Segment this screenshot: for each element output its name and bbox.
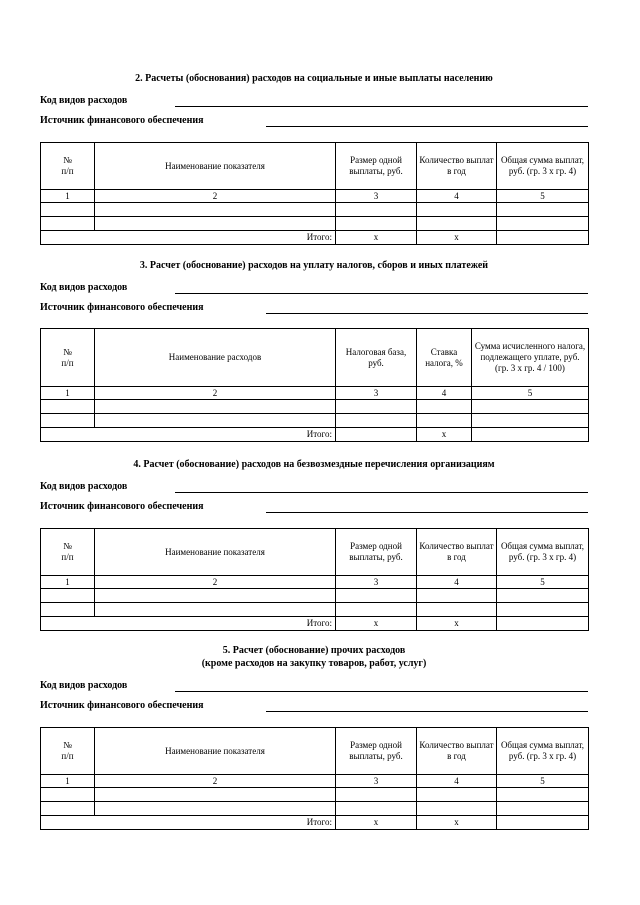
table-cell[interactable] <box>41 802 95 816</box>
header-cell: Наименование показателя <box>95 529 336 576</box>
table-cell[interactable] <box>417 589 497 603</box>
table-row <box>41 414 589 428</box>
field-funding-source <box>40 299 588 319</box>
section-title: 2. Расчеты (обоснования) расходов на социальные и иные выплаты населению <box>135 73 493 84</box>
table-cell[interactable] <box>336 788 417 802</box>
field-expense-code <box>40 677 588 697</box>
table-row <box>41 217 589 231</box>
column-number: 1 <box>41 190 95 203</box>
table-cell[interactable] <box>41 203 95 217</box>
column-number-row <box>41 775 589 788</box>
table-cell[interactable] <box>417 802 497 816</box>
total-cell[interactable] <box>472 428 589 442</box>
total-cell: x <box>417 617 497 631</box>
column-number: 1 <box>41 775 95 788</box>
field-label: Источник финансового обеспечения <box>40 501 204 512</box>
funding-source-input-line[interactable] <box>266 126 588 127</box>
table-cell[interactable] <box>336 414 417 428</box>
table-cell[interactable] <box>472 400 589 414</box>
table-cell[interactable] <box>336 217 417 231</box>
field-expense-code <box>40 279 588 299</box>
field-expense-code <box>40 92 588 112</box>
field-label: Код видов расходов <box>40 680 128 691</box>
field-funding-source <box>40 112 588 132</box>
header-cell: Сумма исчисленного налога, подлежащего уплате, руб. (гр. 3 х гр. 4 / 100) <box>472 329 589 387</box>
table-row <box>41 603 589 617</box>
column-number: 5 <box>472 387 589 400</box>
table-row <box>41 400 589 414</box>
table-cell[interactable] <box>417 788 497 802</box>
field-funding-source <box>40 697 588 717</box>
header-cell: Общая сумма выплат, руб. (гр. 3 х гр. 4) <box>497 143 589 190</box>
field-expense-code <box>40 478 588 498</box>
header-cell: № п/п <box>41 329 95 387</box>
total-cell: x <box>336 231 417 245</box>
column-number-row <box>41 190 589 203</box>
table-cell[interactable] <box>497 203 589 217</box>
field-label: Код видов расходов <box>40 282 128 293</box>
table-cell[interactable] <box>497 788 589 802</box>
total-cell: x <box>417 231 497 245</box>
section-3 <box>40 259 588 442</box>
funding-source-input-line[interactable] <box>266 711 588 712</box>
header-cell: Количество выплат в год <box>417 529 497 576</box>
column-number: 3 <box>336 576 417 589</box>
column-number: 4 <box>417 387 472 400</box>
total-row <box>41 428 589 442</box>
table-cell[interactable] <box>417 400 472 414</box>
section-5 <box>40 644 588 830</box>
table-cell[interactable] <box>417 217 497 231</box>
column-number: 5 <box>497 576 589 589</box>
field-funding-source <box>40 498 588 518</box>
total-label: Итого: <box>41 816 336 830</box>
table-cell[interactable] <box>95 217 336 231</box>
column-number: 5 <box>497 775 589 788</box>
table-cell[interactable] <box>336 802 417 816</box>
header-cell: Размер одной выплаты, руб. <box>336 728 417 775</box>
table-cell[interactable] <box>41 414 95 428</box>
table-cell[interactable] <box>41 788 95 802</box>
column-number: 4 <box>417 576 497 589</box>
table-cell[interactable] <box>336 203 417 217</box>
field-label: Источник финансового обеспечения <box>40 700 204 711</box>
expense-code-input-line[interactable] <box>175 106 588 107</box>
table-row <box>41 788 589 802</box>
table-cell[interactable] <box>95 603 336 617</box>
header-cell: Ставка налога, % <box>417 329 472 387</box>
table-cell[interactable] <box>336 589 417 603</box>
table-cell[interactable] <box>95 414 336 428</box>
column-number: 3 <box>336 775 417 788</box>
header-cell: № п/п <box>41 728 95 775</box>
table-cell[interactable] <box>497 802 589 816</box>
header-cell: № п/п <box>41 143 95 190</box>
total-cell[interactable] <box>497 816 589 830</box>
table-row <box>41 802 589 816</box>
table-cell[interactable] <box>41 589 95 603</box>
header-row <box>41 143 589 190</box>
column-number-row <box>41 576 589 589</box>
column-number: 5 <box>497 190 589 203</box>
table-cell[interactable] <box>95 203 336 217</box>
column-number: 3 <box>336 190 417 203</box>
header-cell: Количество выплат в год <box>417 143 497 190</box>
total-cell: x <box>417 428 472 442</box>
table-cell[interactable] <box>95 400 336 414</box>
table-cell[interactable] <box>95 589 336 603</box>
total-cell: x <box>417 816 497 830</box>
total-row <box>41 231 589 245</box>
total-cell[interactable] <box>336 428 417 442</box>
total-cell: x <box>336 816 417 830</box>
table-cell[interactable] <box>417 603 497 617</box>
field-label: Код видов расходов <box>40 95 128 106</box>
header-cell: Наименование показателя <box>95 143 336 190</box>
header-cell: Наименование расходов <box>95 329 336 387</box>
calc-table <box>40 727 589 830</box>
table-cell[interactable] <box>41 217 95 231</box>
table-cell[interactable] <box>41 603 95 617</box>
header-cell: Количество выплат в год <box>417 728 497 775</box>
header-cell: Общая сумма выплат, руб. (гр. 3 х гр. 4) <box>497 529 589 576</box>
column-number: 1 <box>41 387 95 400</box>
total-cell[interactable] <box>497 617 589 631</box>
expense-code-input-line[interactable] <box>175 293 588 294</box>
header-cell: Размер одной выплаты, руб. <box>336 143 417 190</box>
table-cell[interactable] <box>336 603 417 617</box>
table-cell[interactable] <box>417 414 472 428</box>
section-title: 5. Расчет (обоснование) прочих расходов (кроме расходов на закупку товаров, работ, услуг) <box>201 645 427 669</box>
column-number: 2 <box>95 576 336 589</box>
expense-code-input-line[interactable] <box>175 492 588 493</box>
table-cell[interactable] <box>472 414 589 428</box>
calc-table <box>40 142 589 245</box>
field-label: Код видов расходов <box>40 481 128 492</box>
column-number: 2 <box>95 387 336 400</box>
section-2 <box>40 72 588 245</box>
column-number: 4 <box>417 190 497 203</box>
header-cell: Общая сумма выплат, руб. (гр. 3 х гр. 4) <box>497 728 589 775</box>
table-cell[interactable] <box>95 802 336 816</box>
funding-source-input-line[interactable] <box>266 512 588 513</box>
total-label: Итого: <box>41 617 336 631</box>
header-row <box>41 728 589 775</box>
table-row <box>41 203 589 217</box>
table-cell[interactable] <box>41 400 95 414</box>
column-number: 1 <box>41 576 95 589</box>
section-title: 3. Расчет (обоснование) расходов на уплату налогов, сборов и иных платежей <box>139 260 489 271</box>
field-label: Источник финансового обеспечения <box>40 115 204 126</box>
column-number-row <box>41 387 589 400</box>
table-cell[interactable] <box>417 203 497 217</box>
calc-table <box>40 528 589 631</box>
table-row <box>41 589 589 603</box>
section-4 <box>40 458 588 631</box>
header-cell: Налоговая база, руб. <box>336 329 417 387</box>
total-row <box>41 617 589 631</box>
column-number: 4 <box>417 775 497 788</box>
section-title: 4. Расчет (обоснование) расходов на безвозмездные перечисления организациям <box>133 459 495 470</box>
total-label: Итого: <box>41 231 336 245</box>
table-cell[interactable] <box>497 603 589 617</box>
table-cell[interactable] <box>497 217 589 231</box>
column-number: 3 <box>336 387 417 400</box>
table-cell[interactable] <box>336 400 417 414</box>
total-row <box>41 816 589 830</box>
expense-code-input-line[interactable] <box>175 691 588 692</box>
calc-table <box>40 328 589 442</box>
column-number: 2 <box>95 775 336 788</box>
table-cell[interactable] <box>95 788 336 802</box>
header-cell: Наименование показателя <box>95 728 336 775</box>
total-label: Итого: <box>41 428 336 442</box>
funding-source-input-line[interactable] <box>266 313 588 314</box>
header-cell: Размер одной выплаты, руб. <box>336 529 417 576</box>
total-cell[interactable] <box>497 231 589 245</box>
table-cell[interactable] <box>497 589 589 603</box>
header-row <box>41 329 589 387</box>
header-cell: № п/п <box>41 529 95 576</box>
header-row <box>41 529 589 576</box>
field-label: Источник финансового обеспечения <box>40 302 204 313</box>
total-cell: x <box>336 617 417 631</box>
column-number: 2 <box>95 190 336 203</box>
